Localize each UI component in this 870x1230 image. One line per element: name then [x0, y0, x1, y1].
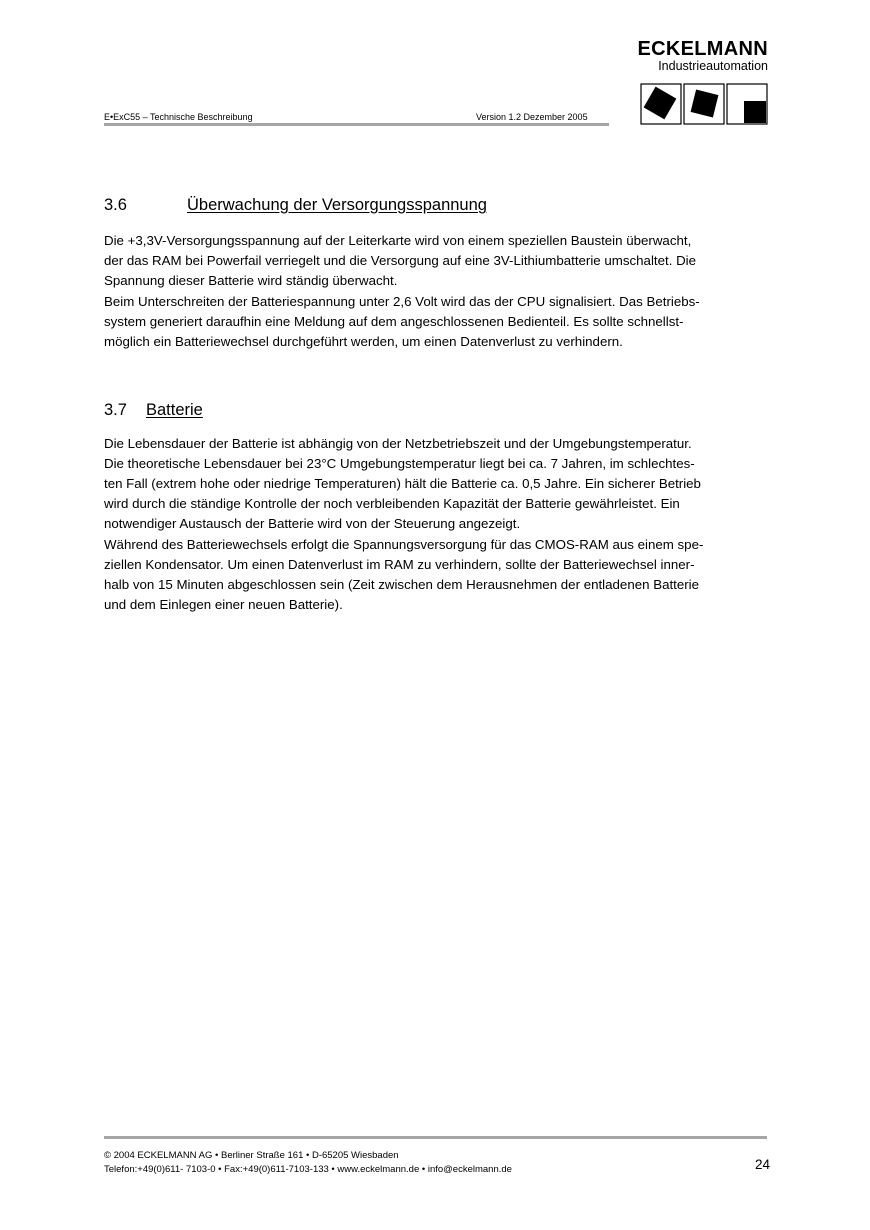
section-heading-3-7 [104, 401, 203, 420]
footer-divider [104, 1136, 767, 1139]
text-line: ten Fall (extrem hohe oder niedrige Temperaturen) hält die Batterie ca. 0,5 Jahre. Ein sicherer Betrieb [104, 476, 701, 491]
section-heading-3-6 [104, 196, 487, 215]
section-title: Überwachung der Versorgungsspannung [187, 196, 487, 214]
document-title: E•ExC55 – Technische Beschreibung [104, 112, 253, 122]
text-line: Beim Unterschreiten der Batteriespannung unter 2,6 Volt wird das der CPU signalisiert. Das Betriebs- [104, 294, 700, 309]
paragraph [104, 434, 772, 534]
text-line: system generiert daraufhin eine Meldung auf dem angeschlossenen Bedienteil. Es sollte schnellst- [104, 314, 684, 329]
text-line: Die theoretische Lebensdauer bei 23°C Umgebungstemperatur liegt bei ca. 7 Jahren, im schlechtes- [104, 456, 695, 471]
footer-address: © 2004 ECKELMANN AG • Berliner Straße 161 • D-65205 Wiesbaden [104, 1150, 399, 1161]
text-line: und dem Einlegen einer neuen Batterie). [104, 597, 343, 612]
text-line: möglich ein Batteriewechsel durchgeführt werden, um einen Datenverlust zu verhindern. [104, 334, 623, 349]
text-line: Während des Batteriewechsels erfolgt die Spannungsversorgung für das CMOS-RAM aus einem spe- [104, 537, 704, 552]
company-logo-name: ECKELMANN [637, 38, 768, 60]
text-line: ziellen Kondensator. Um einen Datenverlust im RAM zu verhindern, sollte der Batteriewechsel inner- [104, 557, 695, 572]
document-version: Version 1.2 Dezember 2005 [476, 112, 588, 122]
footer-contact: Telefon:+49(0)611- 7103-0 • Fax:+49(0)611-7103-133 • www.eckelmann.de • info@eckelmann.de [104, 1164, 512, 1175]
paragraph [104, 231, 772, 291]
text-line: wird durch die ständige Kontrolle der noch verbleibenden Kapazität der Batterie gewährleistet. Ein [104, 496, 680, 511]
text-line: halb von 15 Minuten abgeschlossen sein (Zeit zwischen dem Herausnehmen der entladenen Batterie [104, 577, 700, 592]
company-logo-squares-icon [640, 83, 770, 125]
company-logo-subtitle: Industrieautomation [658, 59, 768, 73]
section-title: Batterie [146, 401, 203, 419]
paragraph [104, 292, 772, 352]
text-line: notwendiger Austausch der Batterie wird von der Steuerung angezeigt. [104, 516, 521, 531]
section-number: 3.6 [104, 196, 127, 214]
paragraph [104, 535, 772, 615]
text-line: Die +3,3V-Versorgungsspannung auf der Leiterkarte wird von einem speziellen Baustein überwacht, [104, 233, 692, 248]
text-line: Die Lebensdauer der Batterie ist abhängig von der Netzbetriebszeit und der Umgebungstemperatur. [104, 436, 692, 451]
text-line: der das RAM bei Powerfail verriegelt und die Versorgung auf eine 3V-Lithiumbatterie umschaltet. Die [104, 253, 697, 268]
section-number: 3.7 [104, 401, 127, 419]
text-line: Spannung dieser Batterie wird ständig überwacht. [104, 273, 398, 288]
page-number: 24 [754, 1157, 770, 1172]
header-divider [104, 123, 609, 126]
